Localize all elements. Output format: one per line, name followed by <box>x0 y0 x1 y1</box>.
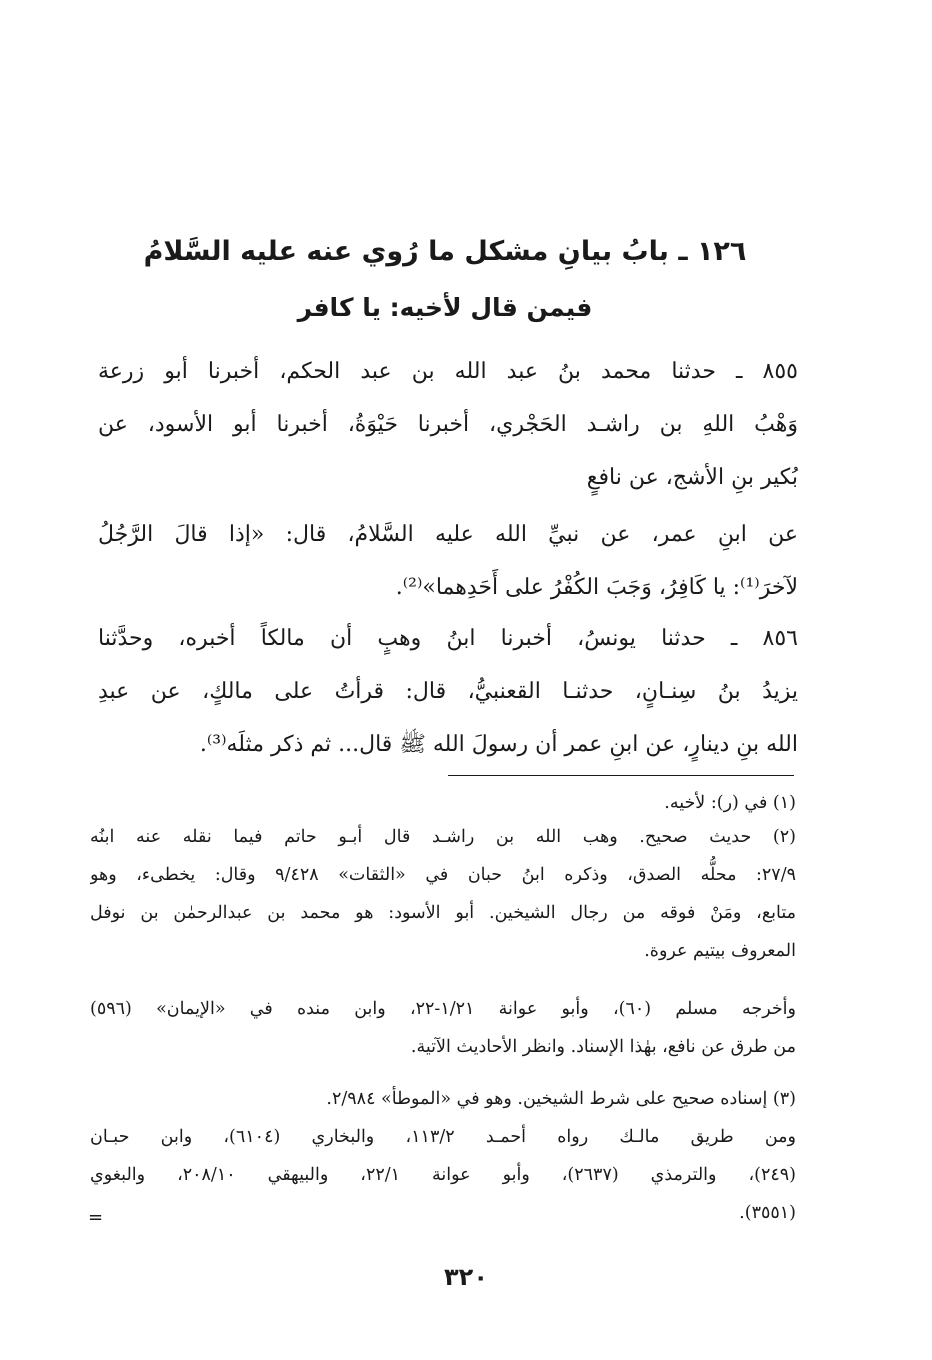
footnote-line: (١) في (ر): لأخيه. <box>664 793 796 813</box>
footnote-line: (٢٤٩)، والترمذي (٢٦٣٧)، وأبو عوانة ٢٢/١، والبيهقي ٢٠٨/١٠، والبغوي <box>90 1165 796 1185</box>
footnote-line: ومن طريق مالـك رواه أحمـد ١١٣/٢، والبخاري (٦١٠٤)، وابن حبـان <box>90 1127 796 1147</box>
footnote-line: (٢) حديث صحيح. وهب الله بن راشـد قال أبـو حاتم فيما نقله عنه ابنُه <box>90 827 796 847</box>
footnote-3 <box>90 1080 796 1232</box>
hadith-856-paragraph <box>98 612 798 771</box>
footnote-2-continued <box>90 990 796 1066</box>
paragraph-line: وَهْبُ اللهِ بن راشـد الحَجْري، أخبرنا حَيْوَةُ، أخبرنا أبو الأسود، عن <box>98 412 798 437</box>
hadith-855-matn-paragraph <box>98 508 798 614</box>
paragraph-line: يزيدُ بنُ سِنـانٍ، حدثنـا القعنبيُّ، قال: قرأتُ على مالكٍ، عن عبدِ <box>98 679 798 704</box>
page-number: ٣٢٠ <box>444 1263 488 1291</box>
footnote-line: ٢٧/٩: محلُّه الصدق، وذكره ابنُ حبان في «الثقات» ٩/٤٢٨ وقال: يخطىء، وهو <box>90 865 796 885</box>
footnote-line: (٣٥٥١). <box>739 1203 796 1223</box>
chapter-title: ١٢٦ ـ بابُ بيانِ مشكل ما رُوي عنه عليه السَّلامُ <box>143 236 747 267</box>
paragraph-line: ٨٥٦ ـ حدثنا يونسُ، أخبرنا ابنُ وهبٍ أن مالكاً أخبره، وحدَّثنا <box>98 626 798 651</box>
paragraph-line: ٨٥٥ ـ حدثنا محمد بنُ عبد الله بن عبد الحكم، أخبرنا أبو زرعة <box>98 359 798 384</box>
footnote-2 <box>90 818 796 970</box>
hadith-855-paragraph <box>98 345 798 504</box>
paragraph-line: بُكير بنِ الأشج، عن نافعٍ <box>586 465 798 490</box>
paragraph-line: عن ابنِ عمر، عن نبيِّ الله عليه السَّلامُ، قال: «إذا قالَ الرَّجُلُ <box>98 522 798 547</box>
paragraph-line: لآخرَ⁽¹⁾: يا كَافِرُ، وَجَبَ الكُفْرُ على أَحَدِهما»⁽²⁾. <box>395 575 798 600</box>
footnote-line: المعروف بيتيم عروة. <box>644 941 796 961</box>
footnote-line: وأخرجه مسلم (٦٠)، وأبو عوانة ١/٢١-٢٢، وابن منده في «الإيمان» (٥٩٦) <box>90 999 796 1019</box>
continuation-mark: = <box>88 1207 104 1228</box>
paragraph-line: الله بنِ دينارٍ، عن ابنِ عمر أن رسولَ الله ﷺ قال... ثم ذكر مثلَه⁽³⁾. <box>199 732 798 757</box>
footnote-line: متابع، ومَنْ فوقه من رجال الشيخين. أبو الأسود: هو محمد بن عبدالرحمٰن بن نوفل <box>90 903 796 923</box>
footnote-line: من طرق عن نافع، بهٰذا الإسناد. وانظر الأحاديث الآتية. <box>410 1037 796 1057</box>
chapter-subtitle: فيمن قال لأخيه: يا كافر <box>297 293 593 322</box>
footnote-line: (٣) إسناده صحيح على شرط الشيخين. وهو في «الموطأ» ٢/٩٨٤. <box>326 1089 796 1109</box>
footnote-divider <box>448 775 794 776</box>
footnote-1 <box>90 786 796 820</box>
